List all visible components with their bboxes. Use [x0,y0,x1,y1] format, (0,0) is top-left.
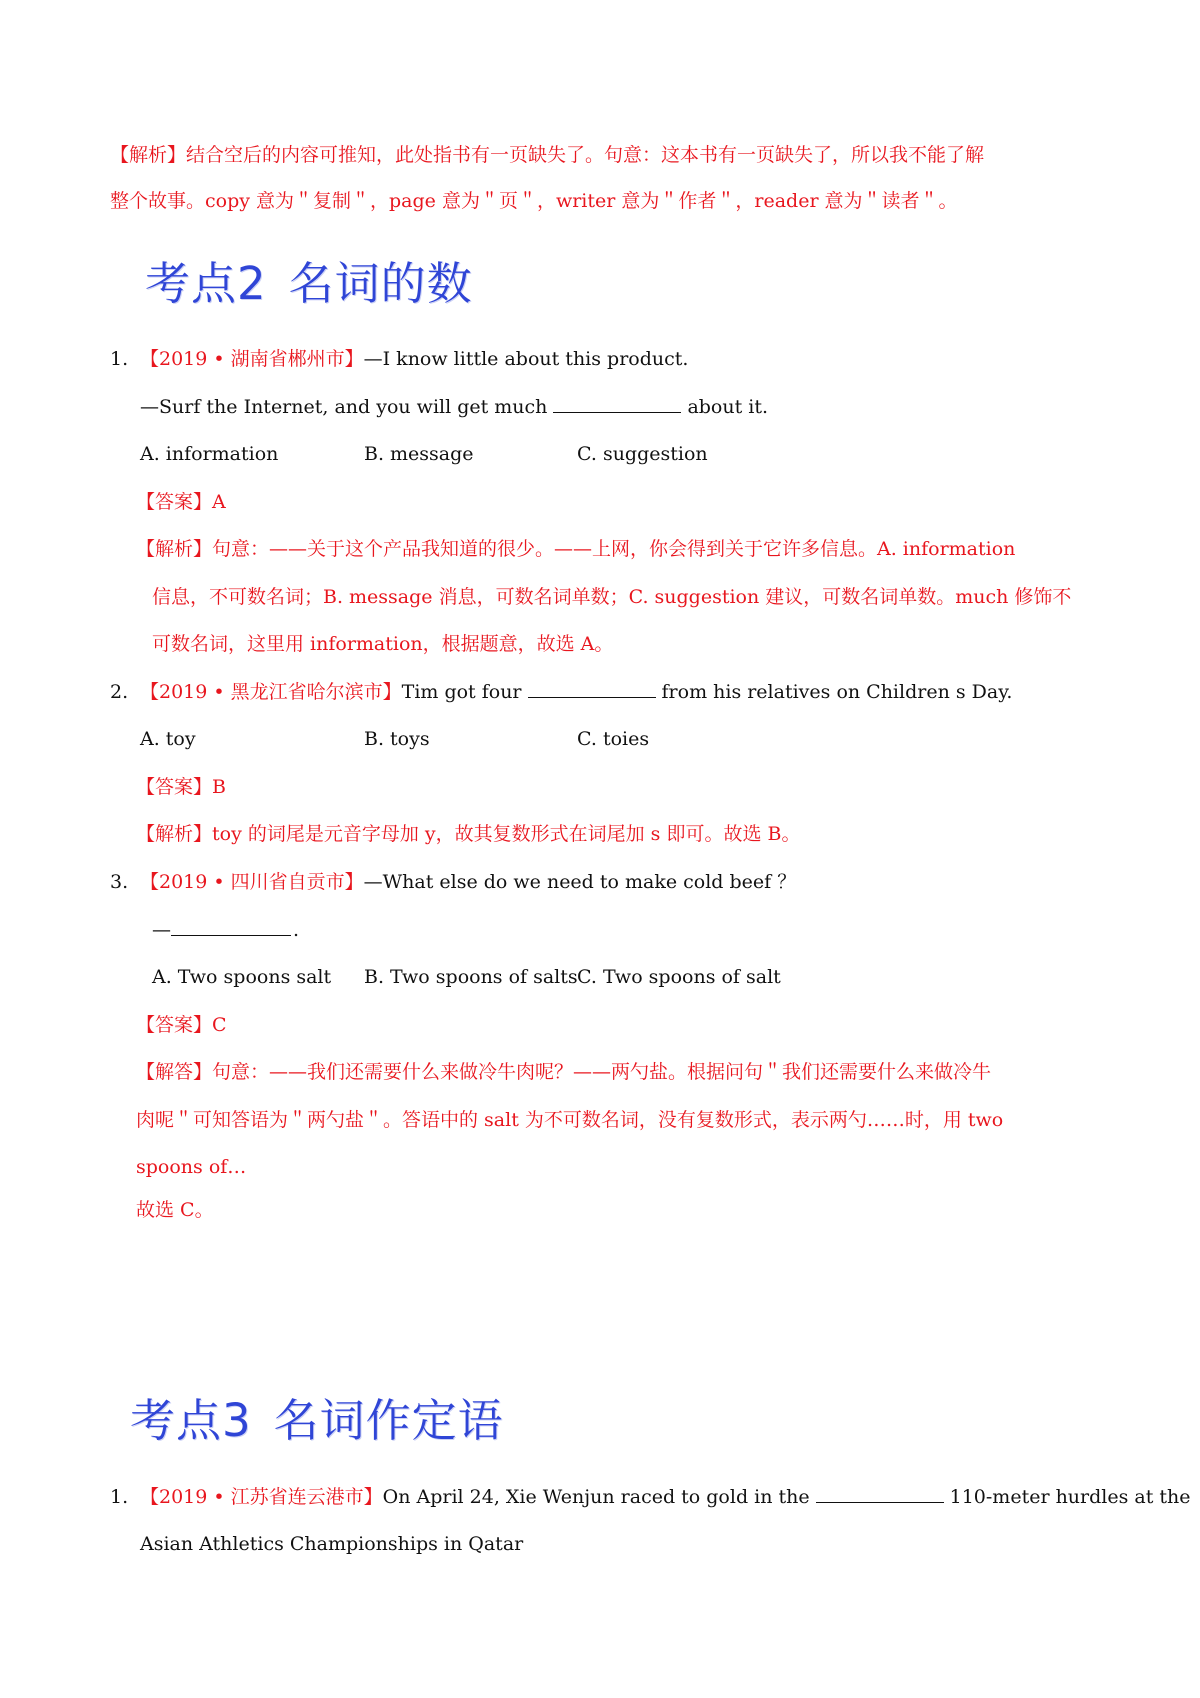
question-source: 【2019 • 湖南省郴州市】 [140,348,364,370]
question-source: 【2019 • 江苏省连云港市】 [140,1486,383,1508]
question-1-option-a: A. information [140,443,279,465]
question-1-answer: 【答案】A [136,491,226,513]
question-3-analysis-line-3: spoons of… [136,1156,247,1178]
question-1-option-b: B. message [364,443,474,465]
answer-blank [553,396,681,413]
question-3-analysis-line-2: 肉呢＂可知答语为＂两勺盐＂。答语中的 salt 为不可数名词，没有复数形式，表示两勺……时，用 two [136,1109,1004,1131]
question-1-analysis-line-2: 信息，不可数名词；B. message 消息，可数名词单数；C. suggestion 建议，可数名词单数。much 修饰不 [152,586,1072,608]
answer-blank [816,1486,944,1503]
question-2-option-a: A. toy [140,728,196,750]
question-3-analysis-line-4: 故选 C。 [136,1199,214,1221]
question-3-reply [152,917,299,943]
question-text: —Surf the Internet, and you will get much [140,396,548,418]
question-text: about it. [687,396,769,418]
question-2-option-c: C. toies [577,728,650,750]
question-1-analysis-line-3: 可数名词，这里用 information，根据题意，故选 A。 [152,633,614,655]
question-2-analysis: 【解析】toy 的词尾是元音字母加 y，故其复数形式在词尾加 s 即可。故选 B。 [136,823,801,845]
question-text: — [152,919,171,941]
question-2-stem [110,679,1012,705]
section-label: 考点3 [130,1394,252,1447]
question-1-line-2 [140,394,768,420]
question-1-stem [110,346,688,372]
question-3-option-c: C. Two spoons of salt [577,966,781,988]
question-text: —What else do we need to make cold beef ？ [363,871,797,893]
question-3-stem [110,869,796,895]
answer-blank [171,919,291,936]
section-3-question-1-line-2: Asian Athletics Championships in Qatar [140,1533,524,1555]
question-text: 110-meter hurdles at the [949,1486,1191,1508]
question-2-answer: 【答案】B [136,776,226,798]
question-text: —I know little about this product. [363,348,689,370]
question-source: 【2019 • 四川省自贡市】 [140,871,364,893]
question-3-answer: 【答案】C [136,1014,227,1036]
question-3-option-a: A. Two spoons salt [152,966,332,988]
answer-blank [528,681,656,698]
question-text: . [293,919,300,941]
question-2-option-b: B. toys [364,728,430,750]
question-1-analysis-line-1: 【解析】句意：——关于这个产品我知道的很少。——上网，你会得到关于它许多信息。A. information [136,538,1016,560]
section-title: 名词的数 [288,257,473,310]
question-text: Tim got four [401,681,522,703]
question-source: 【2019 • 黑龙江省哈尔滨市】 [140,681,402,703]
section-heading-3 [130,1393,504,1449]
question-1-option-c: C. suggestion [577,443,708,465]
question-number: 2. [110,681,129,703]
question-number: 3. [110,871,129,893]
intro-analysis-line-1: 【解析】结合空后的内容可推知，此处指书有一页缺失了。句意：这本书有一页缺失了，所以我不能了解 [110,144,985,166]
question-3-option-b: B. Two spoons of salts [364,966,578,988]
question-text: On April 24, Xie Wenjun raced to gold in the [382,1486,810,1508]
section-heading-2 [145,256,473,312]
question-text: from his relatives on Children s Day. [661,681,1013,703]
section-title: 名词作定语 [273,1394,504,1447]
section-3-question-1-stem [110,1484,1191,1510]
section-label: 考点2 [145,257,267,310]
question-number: 1. [110,348,129,370]
question-number: 1. [110,1486,129,1508]
intro-analysis-line-2: 整个故事。copy 意为＂复制＂，page 意为＂页＂，writer 意为＂作者＂，reader 意为＂读者＂。 [110,190,958,212]
question-3-analysis-line-1: 【解答】句意：——我们还需要什么来做冷牛肉呢？——两勺盐。根据问句＂我们还需要什么来做冷牛 [136,1061,992,1083]
